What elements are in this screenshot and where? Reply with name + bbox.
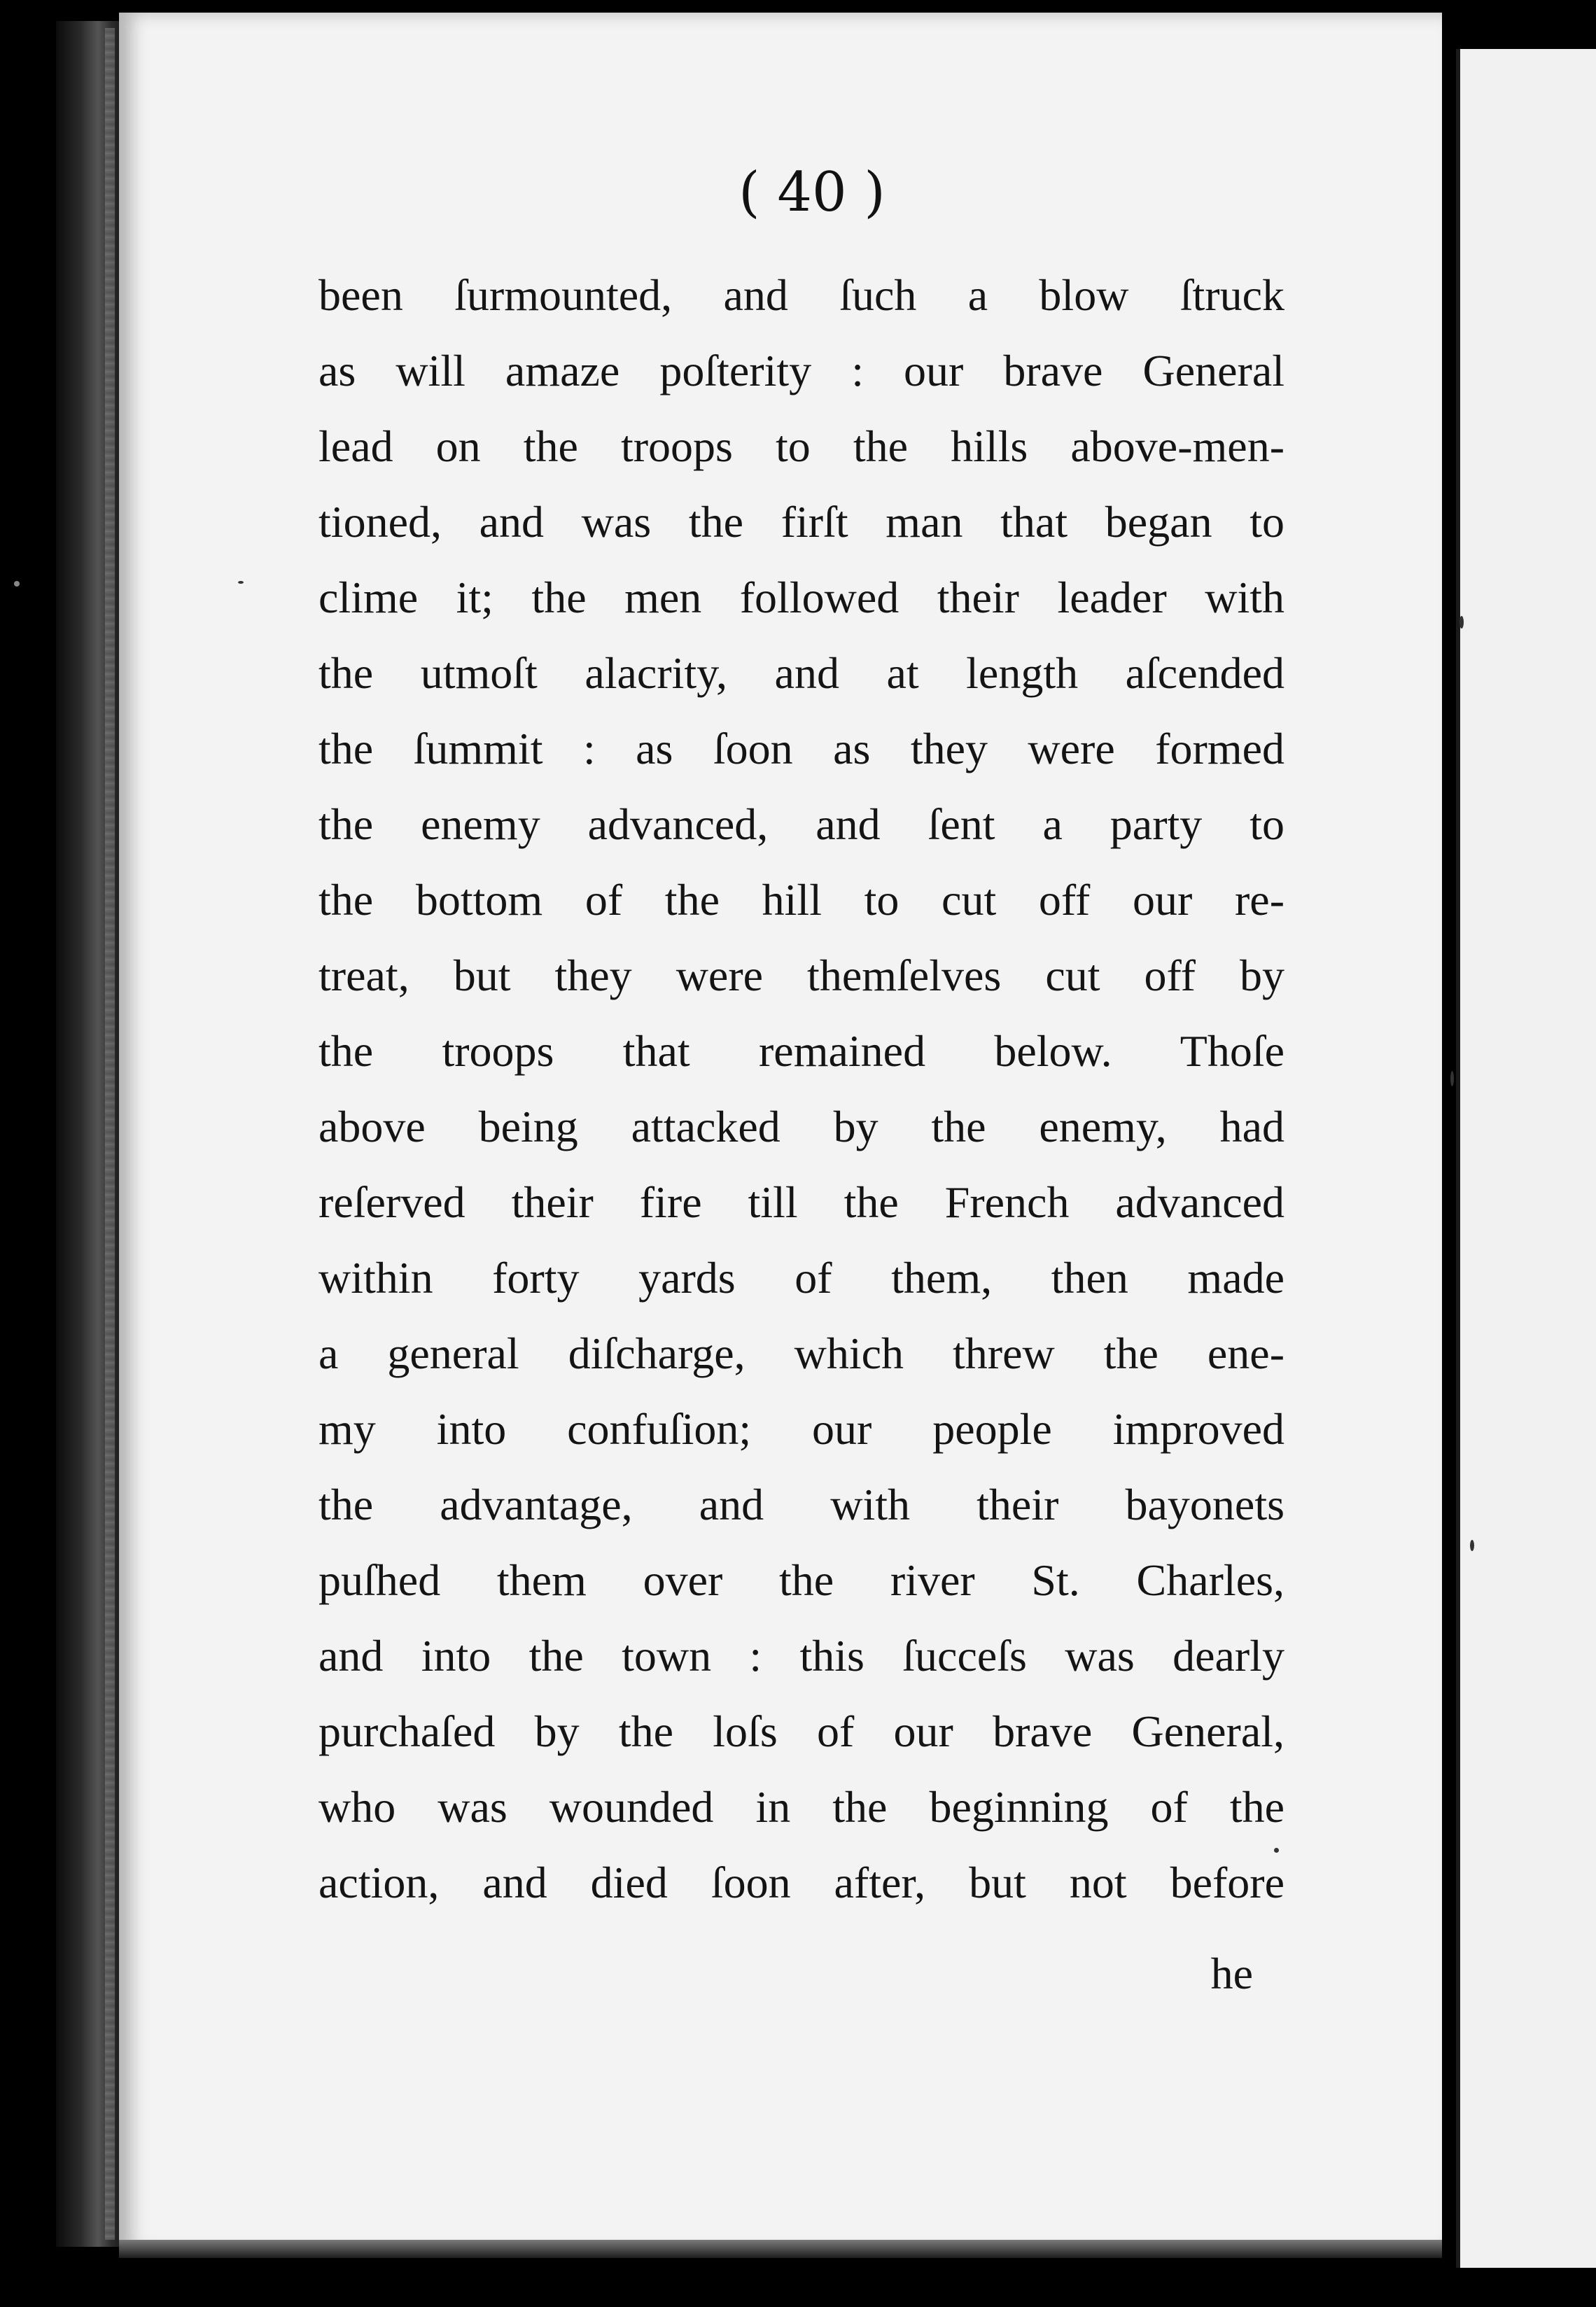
book-binding bbox=[56, 21, 126, 2247]
page-number: ( 40 ) bbox=[738, 161, 886, 224]
text-line: reſerved their fire till the French advanced bbox=[318, 1177, 1284, 1227]
text-line: lead on the troops to the hills above-men- bbox=[318, 421, 1284, 471]
text-line: been ſurmounted, and ſuch a blow ſtruck bbox=[318, 270, 1284, 320]
text-line: and into the town : this ſucceſs was dearly bbox=[318, 1631, 1284, 1681]
text-line: within forty yards of them, then made bbox=[318, 1253, 1284, 1303]
scan-speck bbox=[1450, 1071, 1454, 1086]
text-line: the utmoſt alacrity, and at length aſcended bbox=[318, 648, 1284, 698]
catchword: he bbox=[1210, 1949, 1253, 1998]
text-line: the enemy advanced, and ſent a party to bbox=[318, 799, 1284, 849]
scan-speck bbox=[14, 581, 20, 587]
scan-speck bbox=[238, 581, 244, 584]
text-line: action, and died ſoon after, but not before bbox=[318, 1858, 1284, 1907]
text-line: the troops that remained below. Thoſe bbox=[318, 1026, 1284, 1076]
text-line: clime it; the men followed their leader with bbox=[318, 573, 1284, 622]
text-line: who was wounded in the beginning of the bbox=[318, 1782, 1284, 1832]
scan-speck bbox=[1460, 616, 1464, 629]
text-line: the advantage, and with their bayonets bbox=[318, 1480, 1284, 1529]
body-text bbox=[318, 258, 1284, 1979]
text-line: as will amaze poſterity : our brave General bbox=[318, 346, 1284, 395]
text-line: a general diſcharge, which threw the ene- bbox=[318, 1328, 1284, 1378]
adjacent-page bbox=[1456, 49, 1596, 2268]
text-line: the ſummit : as ſoon as they were formed bbox=[318, 724, 1284, 773]
scan-speck bbox=[1470, 1540, 1474, 1551]
text-line: purchaſed by the loſs of our brave General, bbox=[318, 1706, 1284, 1756]
text-line: my into confuſion; our people improved bbox=[318, 1404, 1284, 1454]
text-line: the bottom of the hill to cut off our re- bbox=[318, 875, 1284, 925]
scan-speck bbox=[1274, 1848, 1279, 1853]
page-bottom-edge bbox=[119, 2240, 1442, 2258]
text-line: above being attacked by the enemy, had bbox=[318, 1102, 1284, 1151]
text-line: tioned, and was the firſt man that began to bbox=[318, 497, 1284, 547]
text-line: puſhed them over the river St. Charles, bbox=[318, 1555, 1284, 1605]
page-stack-edge bbox=[105, 28, 115, 2240]
text-line: treat, but they were themſelves cut off by bbox=[318, 951, 1284, 1000]
